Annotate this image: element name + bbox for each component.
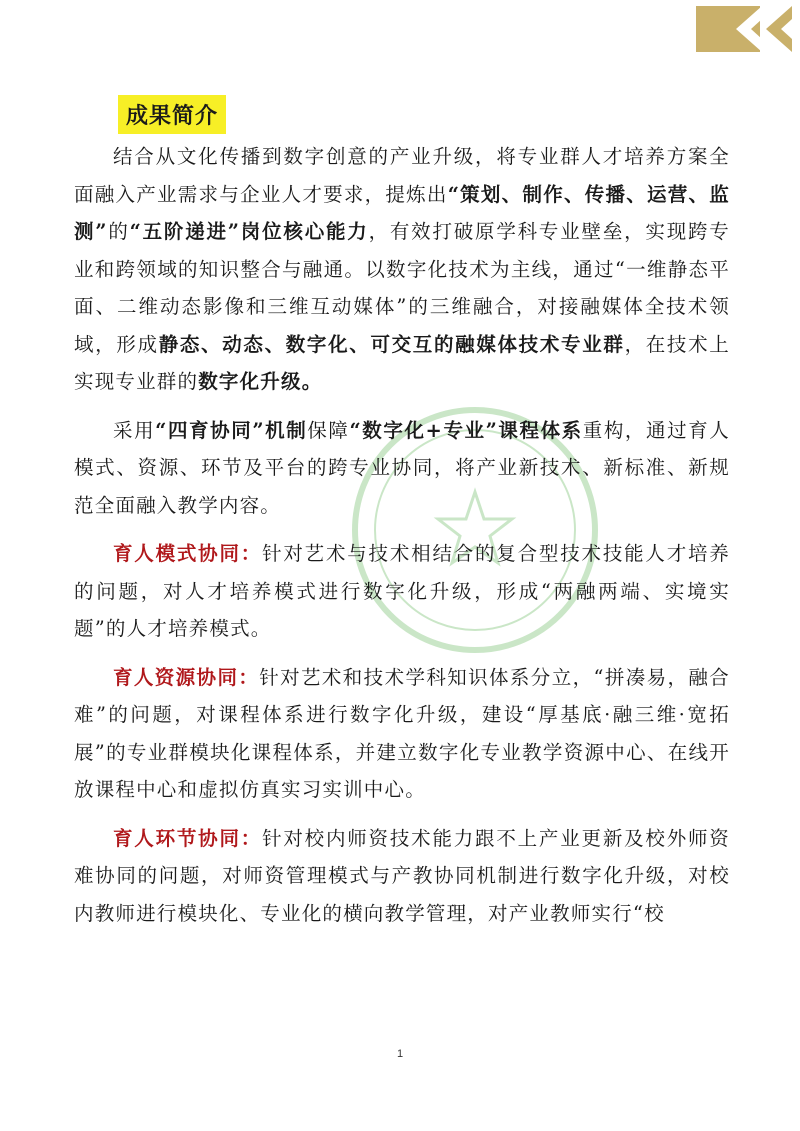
text-segment: 重构，通过育人模式、资源、环节及平台的跨专业协同，将产业新技术、新标准、新规范全面融入教学内容。 <box>74 418 730 517</box>
bold-text-segment: 静态、动态、数字化、可交互的融媒体技术专业群 <box>158 332 625 356</box>
section-heading: 成果简介 <box>118 95 226 134</box>
red-label: 育人资源协同： <box>113 665 260 689</box>
text-segment: 针对艺术与技术相结合的复合型技术技能人才培养的问题，对人才培养模式进行数字化升级，形成“两融两端、实境实题”的人才培养模式。 <box>74 542 730 640</box>
bold-text-segment: “策划、制作、传播、运营、监测” <box>74 182 730 243</box>
corner-chevron-icon <box>696 6 796 52</box>
text-segment: ，在技术上实现专业群的 <box>74 332 730 393</box>
text-segment: 保障 <box>307 418 350 442</box>
text-segment: 采用 <box>113 418 156 442</box>
paragraph-2 <box>74 412 730 525</box>
paragraph-education-resource <box>74 659 730 809</box>
bold-text-segment: “五阶递进”岗位核心能力 <box>129 220 369 243</box>
text-segment: 的 <box>107 220 130 243</box>
paragraph-1 <box>74 138 730 401</box>
text-segment: 针对艺术和技术学科知识体系分立，“拼凑易，融合难”的问题，对课程体系进行数字化升级，建设“厚基底·融三维·宽拓展”的专业群模块化课程体系，并建立数字化专业教学资源中心、在线开放课程中心和虚拟仿真实习实训中心。 <box>74 665 730 801</box>
paragraph-education-mode <box>74 535 730 648</box>
bold-text-segment: “四育协同”机制 <box>155 418 308 442</box>
red-label: 育人环节协同： <box>113 826 263 850</box>
text-segment: ，有效打破原学科专业壁垒，实现跨专业和跨领域的知识整合与融通。以数字化技术为主线，通过“一维静态平面、二维动态影像和三维互动媒体”的三维融合，对接融媒体全技术领域，形成 <box>74 220 730 356</box>
text-segment: 结合从文化传播到数字创意的产业升级，将专业群人才培养方案全面融入产业需求与企业人才要求，提炼出 <box>74 145 730 206</box>
text-segment: 针对校内师资技术能力跟不上产业更新及校外师资难协同的问题，对师资管理模式与产教协同机制进行数字化升级，对校内教师进行模块化、专业化的横向教学管理，对产业教师实行“校 <box>74 826 730 925</box>
bold-text-segment: “数字化+专业”课程体系 <box>349 418 583 442</box>
red-label: 育人模式协同： <box>113 542 263 565</box>
page-number: 1 <box>396 1048 404 1060</box>
paragraph-education-link <box>74 820 730 933</box>
document-body <box>74 95 730 932</box>
bold-text-segment: 数字化升级。 <box>198 370 323 393</box>
